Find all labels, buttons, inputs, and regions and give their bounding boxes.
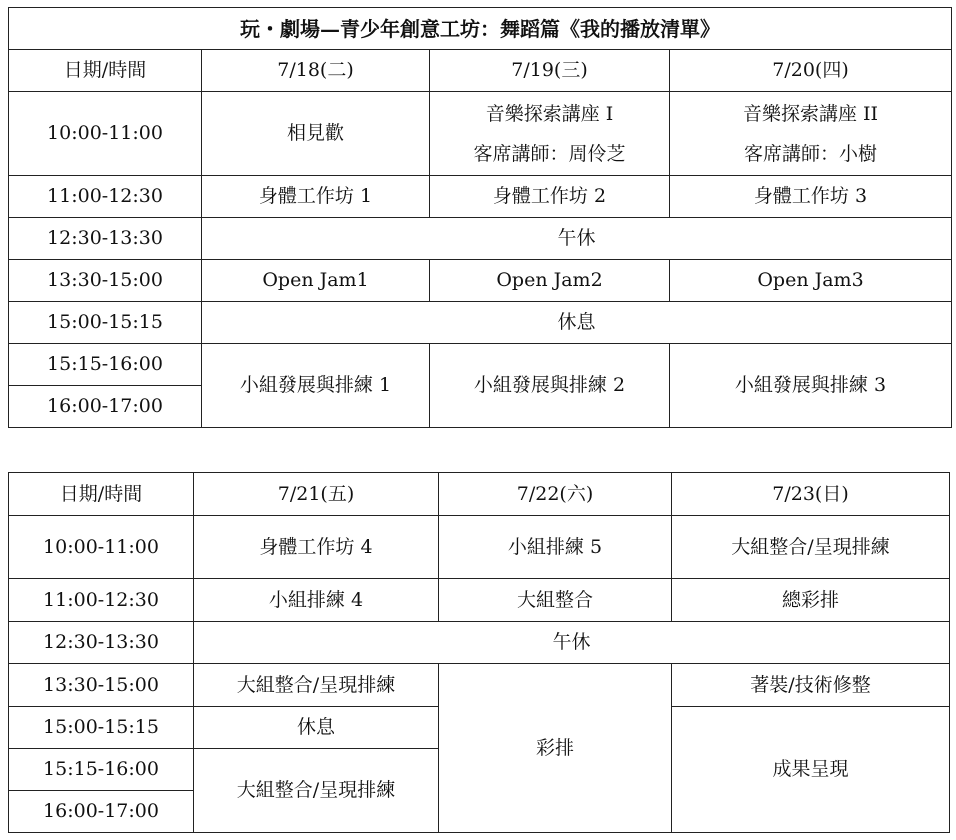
day-header: 7/19(三)	[430, 50, 670, 92]
day-header: 7/18(二)	[202, 50, 430, 92]
session-cell: 小組排練 5	[439, 516, 672, 579]
table-row	[9, 176, 952, 218]
session-cell: 休息	[194, 707, 439, 749]
session-cell: 小組排練 4	[194, 579, 439, 622]
day-header: 7/23(日)	[672, 473, 950, 516]
break-cell: 休息	[202, 302, 952, 344]
session-cell: 身體工作坊 3	[670, 176, 952, 218]
header-row	[9, 473, 950, 516]
time-slot: 11:00-12:30	[9, 176, 202, 218]
time-slot: 11:00-12:30	[9, 579, 194, 622]
table-row	[9, 344, 952, 386]
schedule-table-week2	[8, 472, 950, 833]
time-slot: 15:00-15:15	[9, 707, 194, 749]
session-cell: 身體工作坊 2	[430, 176, 670, 218]
session-cell: 大組整合/呈現排練	[672, 516, 950, 579]
time-slot: 12:30-13:30	[9, 218, 202, 260]
session-cell: 相見歡	[202, 92, 430, 176]
session-title: 音樂探索講座 II	[742, 102, 879, 125]
schedule-table-week1	[8, 7, 952, 428]
table-row	[9, 516, 950, 579]
day-header: 7/21(五)	[194, 473, 439, 516]
time-slot: 16:00-17:00	[9, 791, 194, 833]
time-slot: 16:00-17:00	[9, 386, 202, 428]
time-slot: 10:00-11:00	[9, 92, 202, 176]
table-row	[9, 664, 950, 707]
session-lecturer: 客席講師：周伶芝	[473, 142, 626, 165]
session-cell: 總彩排	[672, 579, 950, 622]
session-cell: 大組整合	[439, 579, 672, 622]
lunch-break-cell: 午休	[202, 218, 952, 260]
time-slot: 15:15-16:00	[9, 344, 202, 386]
table-row	[9, 302, 952, 344]
table-row	[9, 622, 950, 664]
table-row	[9, 579, 950, 622]
session-cell: 著裝/技術修整	[672, 664, 950, 707]
time-slot: 15:15-16:00	[9, 749, 194, 791]
session-cell: 成果呈現	[672, 707, 950, 833]
session-cell: 身體工作坊 4	[194, 516, 439, 579]
time-slot: 15:00-15:15	[9, 302, 202, 344]
day-header: 7/20(四)	[670, 50, 952, 92]
session-cell: 身體工作坊 1	[202, 176, 430, 218]
session-cell: 小組發展與排練 2	[430, 344, 670, 428]
session-cell	[430, 92, 670, 176]
session-cell: Open Jam2	[430, 260, 670, 302]
day-header: 7/22(六)	[439, 473, 672, 516]
time-slot: 13:30-15:00	[9, 260, 202, 302]
session-cell: 彩排	[439, 664, 672, 833]
corner-header: 日期/時間	[9, 473, 194, 516]
time-slot: 12:30-13:30	[9, 622, 194, 664]
session-cell: 小組發展與排練 1	[202, 344, 430, 428]
table-row	[9, 218, 952, 260]
lunch-break-cell: 午休	[194, 622, 950, 664]
session-cell: 大組整合/呈現排練	[194, 749, 439, 833]
session-cell: 小組發展與排練 3	[670, 344, 952, 428]
session-lecturer: 客席講師：小樹	[743, 142, 877, 165]
schedule-title: 玩・劇場—青少年創意工坊：舞蹈篇《我的播放清單》	[9, 8, 952, 50]
table-row	[9, 260, 952, 302]
session-cell: 大組整合/呈現排練	[194, 664, 439, 707]
session-cell	[670, 92, 952, 176]
time-slot: 10:00-11:00	[9, 516, 194, 579]
session-title: 音樂探索講座 I	[485, 102, 614, 125]
session-cell: Open Jam3	[670, 260, 952, 302]
table-row	[9, 92, 952, 176]
corner-header: 日期/時間	[9, 50, 202, 92]
header-row	[9, 50, 952, 92]
session-cell: Open Jam1	[202, 260, 430, 302]
time-slot: 13:30-15:00	[9, 664, 194, 707]
